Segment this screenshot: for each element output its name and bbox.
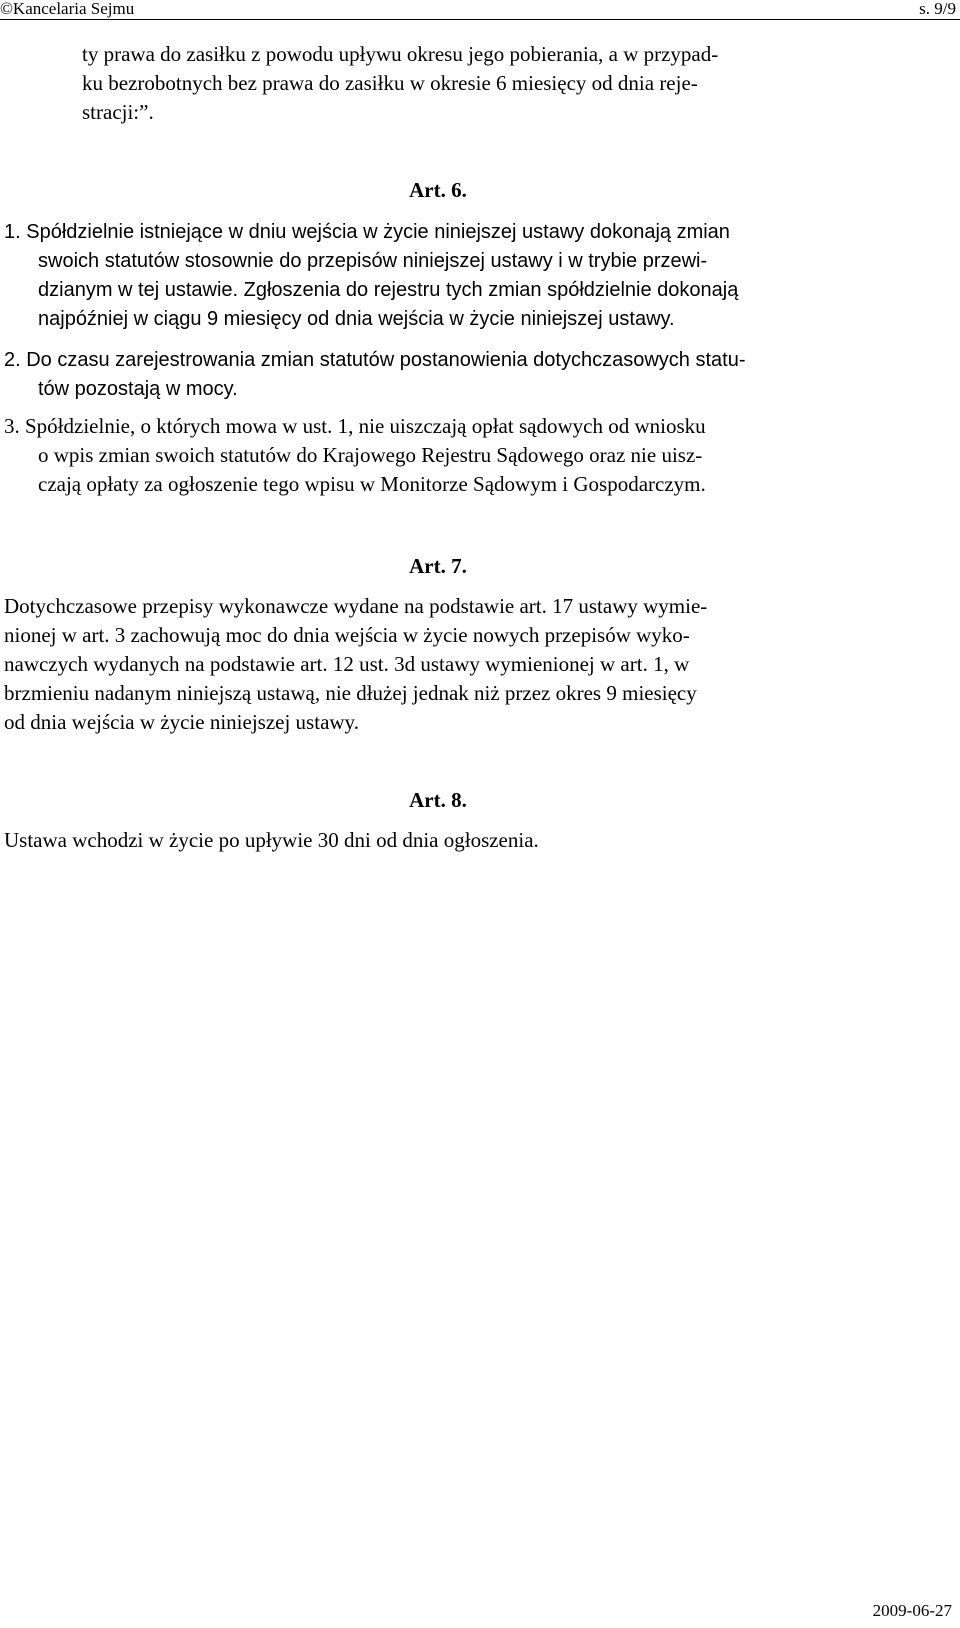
header-divider [0,19,960,20]
text-line: Ustawa wchodzi w życie po upływie 30 dni od dnia ogłoszenia. [4,828,539,852]
text-line: 1. Spółdzielnie istniejące w dniu wejścia w życie niniejszej ustawy dokonają zmian [4,221,730,243]
article-8-title: Art. 8. [409,788,467,812]
article-7-title: Art. 7. [409,554,467,578]
text-line: dzianym w tej ustawie. Zgłoszenia do rejestru tych zmian spółdzielnie dokonają [38,279,739,301]
article-6-ust-3 [4,412,872,499]
text-line: 2. Do czasu zarejestrowania zmian statutów postanowienia dotychczasowych statu- [4,349,746,371]
text-line: od dnia wejścia w życie niniejszej ustawy. [4,710,359,734]
article-7-text [4,592,872,737]
text-line: ku bezrobotnych bez prawa do zasiłku w okresie 6 miesięcy od dnia reje- [82,71,698,95]
text-line: najpóźniej w ciągu 9 miesięcy od dnia wejścia w życie niniejszej ustawy. [38,308,675,330]
publisher-label: ©Kancelaria Sejmu [0,0,135,18]
text-line: nawczych wydanych na podstawie art. 12 ust. 3d ustawy wymienionej w art. 1, w [4,652,690,676]
article-6-ust-2 [4,346,872,404]
text-line: swoich statutów stosownie do przepisów niniejszej ustawy i w trybie przewi- [38,250,708,272]
document-date: 2009-06-27 [872,1601,952,1620]
text-line: o wpis zmian swoich statutów do Krajowego Rejestru Sądowego oraz nie uisz- [38,443,703,467]
text-line: brzmieniu nadanym niniejszą ustawą, nie dłużej jednak niż przez okres 9 miesięcy [4,681,697,705]
article-6-ust-1 [4,218,872,334]
text-line: czają opłaty za ogłoszenie tego wpisu w Monitorze Sądowym i Gospodarczym. [38,472,706,496]
page-number: s. 9/9 [919,0,956,18]
article-6-title: Art. 6. [409,178,467,202]
text-line: nionej w art. 3 zachowują moc do dnia wejścia w życie nowych przepisów wyko- [4,623,690,647]
text-line: tów pozostają w mocy. [38,378,238,400]
text-line: stracji:”. [82,100,154,124]
text-line: Dotychczasowe przepisy wykonawcze wydane na podstawie art. 17 ustawy wymie- [4,594,708,618]
intro-paragraph [82,40,872,127]
text-line: 3. Spółdzielnie, o których mowa w ust. 1, nie uiszczają opłat sądowych od wniosku [4,414,706,438]
page-header [0,0,960,21]
article-8-text [4,826,872,855]
text-line: ty prawa do zasiłku z powodu upływu okresu jego pobierania, a w przypad- [82,42,719,66]
